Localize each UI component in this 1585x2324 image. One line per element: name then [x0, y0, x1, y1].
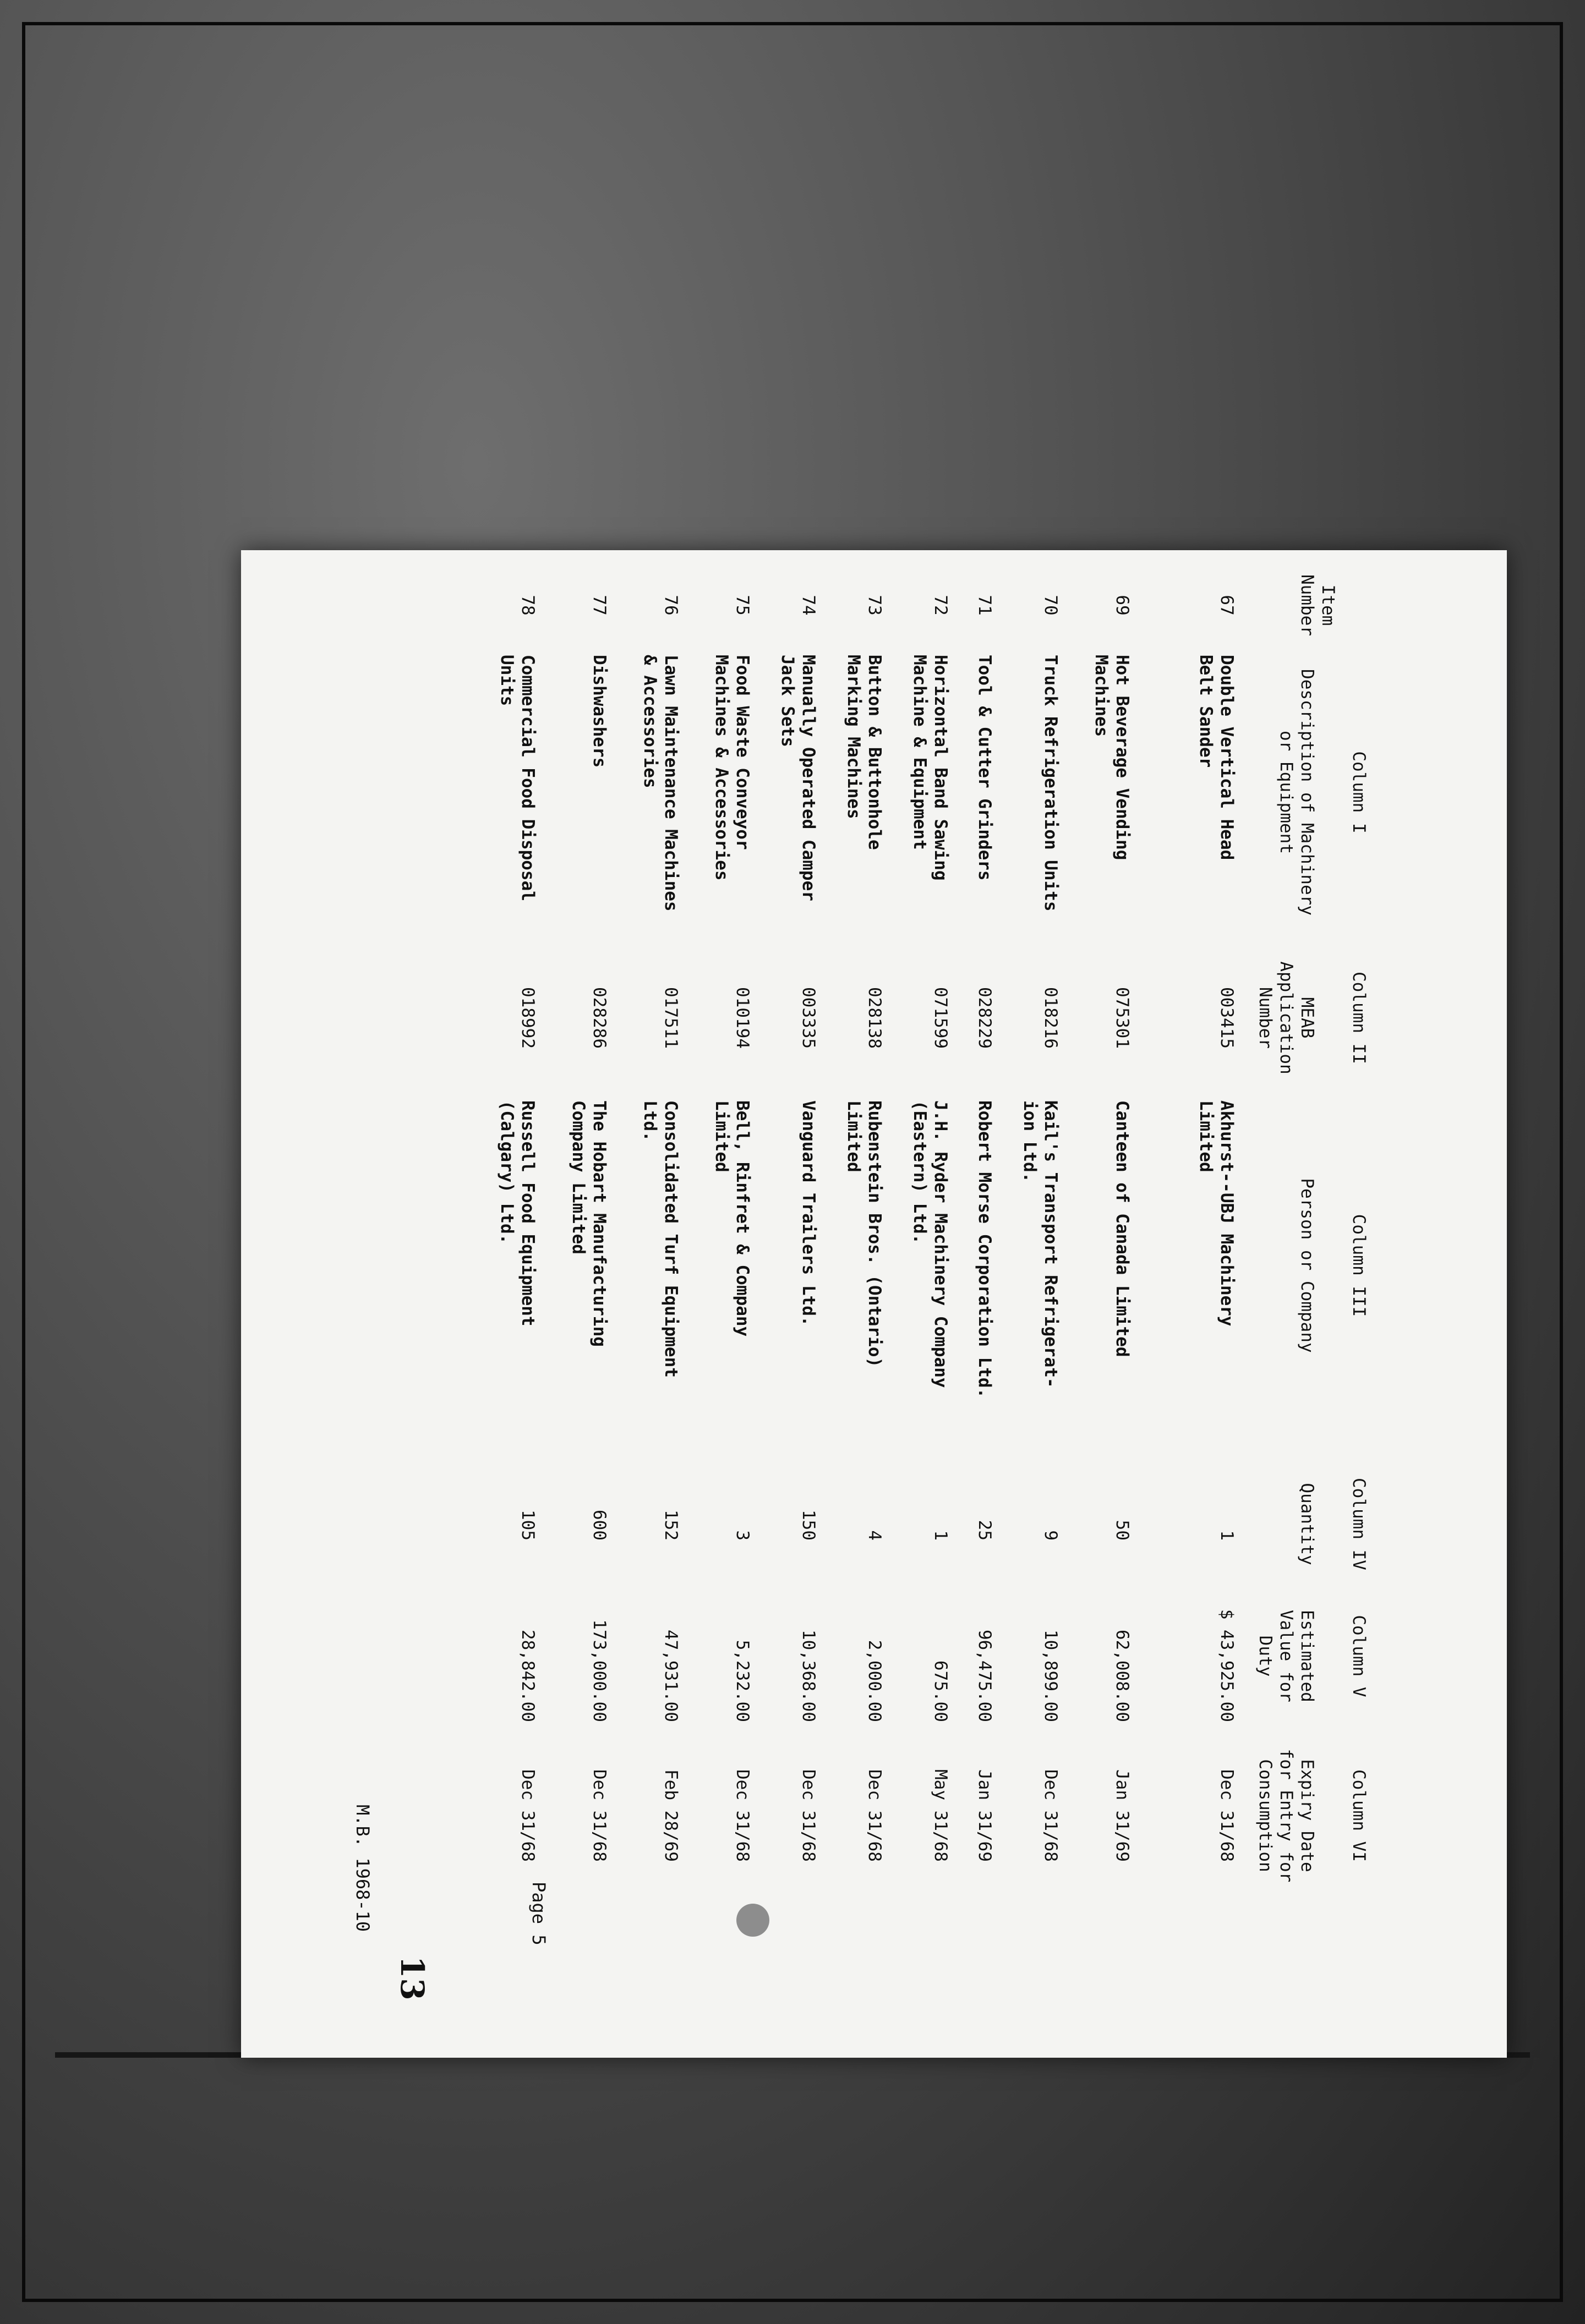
row-expiry: Dec 31/68 [1041, 1769, 1061, 1862]
row-quantity: 1 [1217, 1530, 1237, 1541]
row-company: Robert Morse Corporation Ltd. [975, 1100, 994, 1399]
row-expiry: May 31/68 [931, 1769, 950, 1862]
row-quantity: 25 [975, 1520, 994, 1541]
row-company: Vanguard Trailers Ltd. [799, 1100, 818, 1327]
row-application-number: 010194 [733, 987, 752, 1049]
row-company: Akhurst--UBJ Machinery Limited [1196, 1100, 1237, 1327]
header-col3 [1297, 1089, 1369, 1441]
row-description: Manually Operated Camper Jack Sets [778, 655, 818, 901]
row-description: Button & Buttonhole Marking Machines [844, 655, 884, 850]
row-item-number: 71 [975, 595, 994, 616]
header-col3-name: Column III [1349, 1214, 1369, 1317]
row-company: J.H. Ryder Machinery Company (Eastern) Ltd. [910, 1100, 950, 1388]
row-quantity: 1 [931, 1530, 950, 1541]
row-item-number: 77 [589, 595, 609, 616]
row-description: Truck Refrigeration Units [1041, 655, 1061, 912]
row-application-number: 071599 [931, 987, 950, 1049]
row-application-number: 018216 [1041, 987, 1061, 1049]
row-description: Commercial Food Disposal Units [497, 655, 538, 901]
row-value: $ 43,925.00 [1217, 1609, 1237, 1722]
row-expiry: Dec 31/68 [865, 1769, 884, 1862]
row-company: Consolidated Turf Equipment Ltd. [640, 1100, 681, 1378]
row-expiry: Jan 31/69 [975, 1769, 994, 1862]
row-quantity: 4 [865, 1530, 884, 1541]
row-application-number: 017511 [661, 987, 681, 1049]
row-application-number: 018992 [518, 987, 538, 1049]
row-item-number: 74 [799, 595, 818, 616]
row-value: 10,899.00 [1041, 1630, 1061, 1722]
row-application-number: 028286 [589, 987, 609, 1049]
row-value: 675.00 [931, 1660, 950, 1722]
row-item-number: 70 [1041, 595, 1061, 616]
row-expiry: Dec 31/68 [733, 1769, 752, 1862]
row-application-number: 003415 [1217, 987, 1237, 1049]
header-col5 [1255, 1585, 1369, 1728]
header-col4-name: Column IV [1349, 1478, 1369, 1570]
header-col2-desc: MEAB Application Number [1255, 961, 1317, 1075]
row-quantity: 105 [518, 1510, 538, 1541]
header-col1-name: Column I [1349, 751, 1369, 834]
row-expiry: Dec 31/68 [799, 1769, 818, 1862]
row-expiry: Feb 28/69 [661, 1769, 681, 1862]
row-item-number: 72 [931, 595, 950, 616]
row-value: 28,842.00 [518, 1630, 538, 1722]
header-col2-name: Column II [1349, 972, 1369, 1064]
row-value: 47,931.00 [661, 1630, 681, 1722]
row-application-number: 028229 [975, 987, 994, 1049]
header-item [1297, 572, 1369, 638]
row-item-number: 76 [661, 595, 681, 616]
header-col6-desc: Expiry Date for Entry for Consumption [1255, 1749, 1317, 1883]
row-item-number: 67 [1217, 595, 1237, 616]
row-expiry: Dec 31/68 [518, 1769, 538, 1862]
header-col1-desc: Description of Machinery or Equipment [1276, 669, 1317, 916]
row-company: Kail's Transport Refrigerat- ion Ltd. [1020, 1100, 1061, 1388]
header-col1 [1276, 638, 1369, 946]
row-description: Tool & Cutter Grinders [975, 655, 994, 881]
row-expiry: Jan 31/69 [1112, 1769, 1132, 1862]
document-code: M.B. 1968-10 [352, 1805, 373, 1932]
header-item-desc: Item Number [1297, 574, 1338, 636]
row-description: Double Vertical Head Belt Sander [1196, 655, 1237, 860]
sheet-number: 13 [393, 1956, 431, 2000]
header-col4 [1297, 1452, 1369, 1596]
row-company: Canteen of Canada Limited [1112, 1100, 1132, 1357]
row-description: Dishwashers [589, 655, 609, 768]
row-quantity: 150 [799, 1510, 818, 1541]
row-item-number: 73 [865, 595, 884, 616]
row-value: 5,232.00 [733, 1640, 752, 1722]
row-value: 10,368.00 [799, 1630, 818, 1722]
row-value: 173,000.00 [589, 1619, 609, 1722]
row-value: 2,000.00 [865, 1640, 884, 1722]
row-quantity: 152 [661, 1510, 681, 1541]
row-value: 62,008.00 [1112, 1630, 1132, 1722]
header-col6-name: Column VI [1349, 1769, 1369, 1862]
row-application-number: 028138 [865, 987, 884, 1049]
header-col6 [1255, 1733, 1369, 1898]
row-application-number: 075301 [1112, 987, 1132, 1049]
row-quantity: 600 [589, 1510, 609, 1541]
row-description: Horizontal Band Sawing Machine & Equipment [910, 655, 950, 881]
row-expiry: Dec 31/68 [589, 1769, 609, 1862]
row-quantity: 9 [1041, 1530, 1061, 1541]
row-item-number: 69 [1112, 595, 1132, 616]
row-quantity: 50 [1112, 1520, 1132, 1541]
row-value: 96,475.00 [975, 1630, 994, 1722]
row-company: Bell, Rinfret & Company Limited [712, 1100, 752, 1337]
row-item-number: 78 [518, 595, 538, 616]
document-sheet [241, 550, 1507, 2058]
row-expiry: Dec 31/68 [1217, 1769, 1237, 1862]
row-company: Rubenstein Bros. (Ontario) Limited [844, 1100, 884, 1368]
row-description: Lawn Maintenance Machines & Accessories [640, 655, 681, 912]
rotated-page [241, 550, 1507, 2058]
page-label: Page 5 [528, 1882, 549, 1945]
row-company: The Hobart Manufacturing Company Limited [569, 1100, 609, 1347]
row-company: Russell Food Equipment (Calgary) Ltd. [497, 1100, 538, 1327]
header-col5-desc: Estimated Value for Duty [1255, 1610, 1317, 1702]
row-description: Hot Beverage Vending Machines [1091, 655, 1132, 860]
header-col3-desc: Person or Company [1297, 1178, 1317, 1353]
header-col4-desc: Quantity [1297, 1483, 1317, 1565]
row-item-number: 75 [733, 595, 752, 616]
row-description: Food Waste Conveyor Machines & Accessories [712, 655, 752, 881]
row-application-number: 003335 [799, 987, 818, 1049]
punch-hole [736, 1904, 769, 1937]
header-col2 [1255, 946, 1369, 1089]
header-col5-name: Column V [1349, 1615, 1369, 1697]
row-quantity: 3 [733, 1530, 752, 1541]
